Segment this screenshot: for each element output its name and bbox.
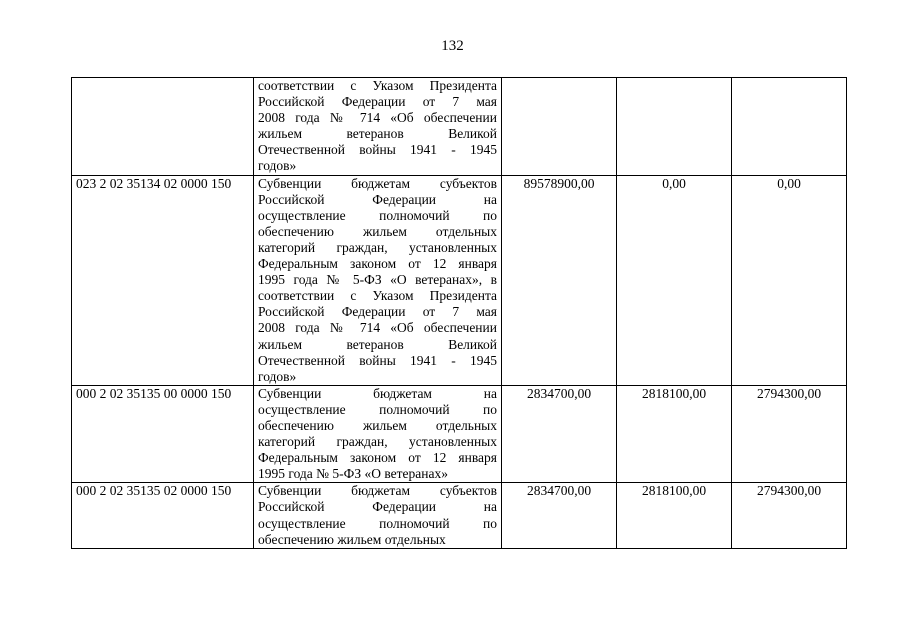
description-cell <box>254 483 502 548</box>
amount-cell-2: 2818100,00 <box>617 483 732 548</box>
budget-code-cell <box>72 78 254 176</box>
description-line: 1995 года № 5-ФЗ «О ветеранах», в <box>258 272 497 288</box>
description-cell <box>254 385 502 483</box>
amount-cell-1: 89578900,00 <box>502 175 617 385</box>
budget-code-cell: 000 2 02 35135 00 0000 150 <box>72 385 254 483</box>
description-cell <box>254 78 502 176</box>
description-line: Отечественной войны 1941 - 1945 <box>258 142 497 158</box>
description-line: Российской Федерации на <box>258 191 497 207</box>
description-line: обеспечению жильем отдельных <box>258 531 446 547</box>
description-line: осуществление полномочий по <box>258 515 497 531</box>
budget-code-cell: 000 2 02 35135 02 0000 150 <box>72 483 254 548</box>
amount-cell-2 <box>617 78 732 176</box>
description-line: обеспечению жильем отдельных <box>258 223 497 239</box>
amount-cell-3: 2794300,00 <box>732 483 847 548</box>
amount-cell-2: 2818100,00 <box>617 385 732 483</box>
description-line: соответствии с Указом Президента <box>258 288 497 304</box>
description-line: соответствии с Указом Президента <box>258 78 497 93</box>
budget-table <box>71 77 847 549</box>
description-line: Российской Федерации от 7 мая <box>258 304 497 320</box>
amount-cell-1 <box>502 78 617 176</box>
description-line: годов» <box>258 368 297 384</box>
description-line: Субвенции бюджетам субъектов <box>258 483 497 499</box>
description-line: Российской Федерации от 7 мая <box>258 94 497 110</box>
description-line: жильем ветеранов Великой <box>258 336 497 352</box>
description-line: 2008 года № 714 «Об обеспечении <box>258 320 497 336</box>
table-row <box>72 175 847 385</box>
description-cell <box>254 175 502 385</box>
amount-cell-2: 0,00 <box>617 175 732 385</box>
page-number: 132 <box>441 38 464 54</box>
description-line: 1995 года № 5-ФЗ «О ветеранах» <box>258 466 448 482</box>
description-line: 2008 года № 714 «Об обеспечении <box>258 110 497 126</box>
description-line: Российской Федерации на <box>258 499 497 515</box>
description-line: категорий граждан, установленных <box>258 239 497 255</box>
table-row <box>72 385 847 483</box>
amount-cell-3: 2794300,00 <box>732 385 847 483</box>
amount-cell-1: 2834700,00 <box>502 385 617 483</box>
description-line: жильем ветеранов Великой <box>258 126 497 142</box>
budget-table-body <box>72 78 847 549</box>
description-line: обеспечению жильем отдельных <box>258 417 497 433</box>
description-line: осуществление полномочий по <box>258 207 497 223</box>
description-line: годов» <box>258 158 297 174</box>
budget-code-cell: 023 2 02 35134 02 0000 150 <box>72 175 254 385</box>
description-line: Субвенции бюджетам на <box>258 385 497 401</box>
description-line: Федеральным законом от 12 января <box>258 450 497 466</box>
amount-cell-3 <box>732 78 847 176</box>
description-line: Федеральным законом от 12 января <box>258 256 497 272</box>
description-line: Отечественной войны 1941 - 1945 <box>258 352 497 368</box>
amount-cell-3: 0,00 <box>732 175 847 385</box>
description-line: осуществление полномочий по <box>258 401 497 417</box>
description-line: Субвенции бюджетам субъектов <box>258 175 497 191</box>
table-row <box>72 78 847 176</box>
description-line: категорий граждан, установленных <box>258 434 497 450</box>
table-row <box>72 483 847 548</box>
amount-cell-1: 2834700,00 <box>502 483 617 548</box>
